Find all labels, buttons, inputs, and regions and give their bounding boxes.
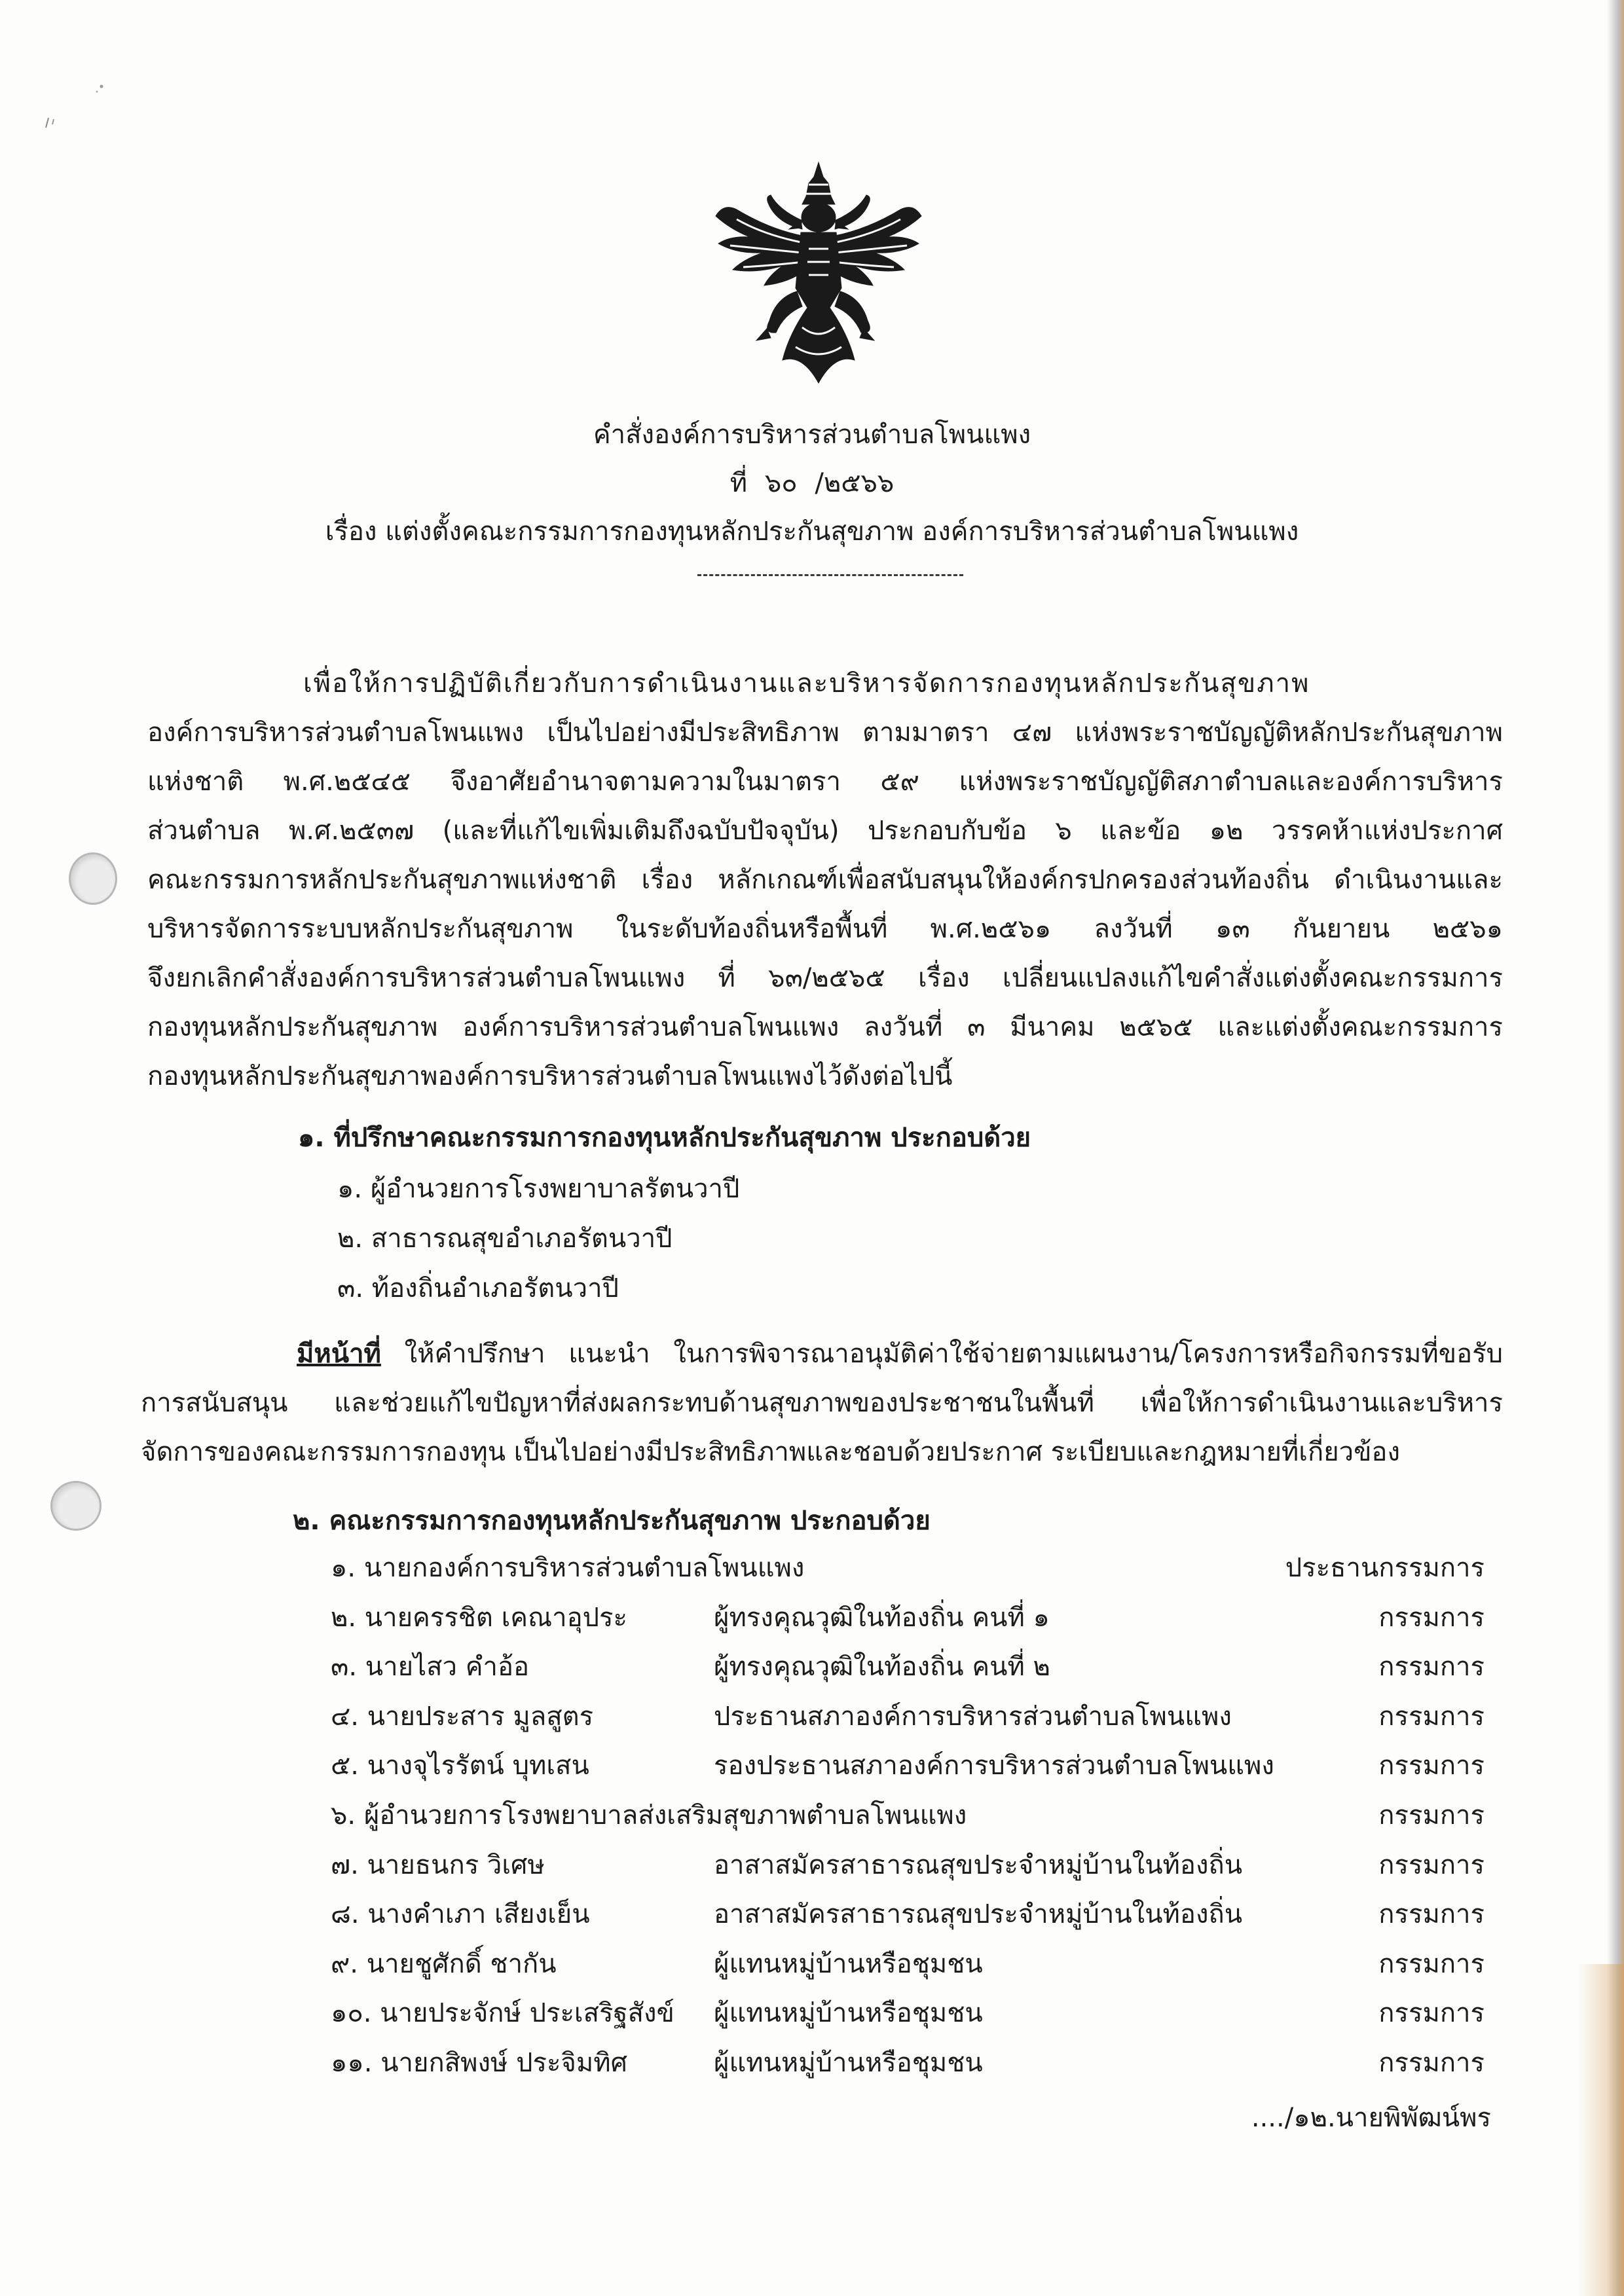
duty-line: [141, 1330, 1503, 1379]
committee-member-row: [331, 1994, 1485, 2033]
member-position: ประธานกรรมการ: [1285, 1553, 1485, 1583]
member-role: รองประธานสภาองค์การบริหารส่วนตำบลโพนแพง: [714, 1751, 1274, 1781]
continuation-note: ..../๑๒.นายพิพัฒน์พร: [1251, 2103, 1491, 2133]
garuda-emblem-icon: [710, 157, 927, 393]
member-name: ๙. นายชูศักดิ์ ชากัน: [331, 1948, 557, 1979]
page-edge-shadow: [1607, 0, 1624, 2296]
preamble-line: กองทุนหลักประกันสุขภาพ องค์การบริหารส่วนตำบลโพนแพง ลงวันที่ ๓ มีนาคม ๒๕๖๕ และแต่งตั้งคณะกรรมการ: [147, 1012, 1503, 1042]
preamble-line: องค์การบริหารส่วนตำบลโพนแพง เป็นไปอย่างมีประสิทธิภาพ ตามมาตรา ๔๗ แห่งพระราชบัญญัติหลักประกันสุขภาพ: [147, 718, 1503, 748]
member-name: ๗. นายธนกร วิเศษ: [331, 1850, 545, 1880]
member-role: ผู้แทนหมู่บ้านหรือชุมชน: [714, 2048, 983, 2078]
committee-member-row: [331, 1548, 1485, 1588]
advisor-item: ๓. ท้องถิ่นอำเภอรัตนวาปี: [337, 1273, 619, 1303]
member-position: กรรมการ: [1378, 1948, 1485, 1979]
order-number: ที่ ๖๐ /๒๕๖๖: [729, 468, 895, 498]
member-name: ๒. นายครรชิต เคณาอุประ: [331, 1602, 627, 1633]
member-position: กรรมการ: [1378, 1701, 1485, 1732]
committee-member-row: [331, 1796, 1485, 1835]
preamble-line: แห่งชาติ พ.ศ.๒๕๔๕ จึงอาศัยอำนาจตามความในมาตรา ๕๙ แห่งพระราชบัญญัติสภาตำบลและองค์การบริหาร: [147, 767, 1503, 797]
preamble-line: กองทุนหลักประกันสุขภาพองค์การบริหารส่วนตำบลโพนแพงไว้ดังต่อไปนี้: [147, 1061, 953, 1091]
member-role: ผู้แทนหมู่บ้านหรือชุมชน: [714, 1948, 983, 1979]
member-role: ผู้ทรงคุณวุฒิในท้องถิ่น คนที่ ๒: [714, 1652, 1050, 1683]
member-position: กรรมการ: [1378, 1899, 1485, 1930]
committee-member-row: [331, 1846, 1485, 1885]
committee-member-row: [331, 1598, 1485, 1637]
preamble-line: ส่วนตำบล พ.ศ.๒๕๓๗ (และที่แก้ไขเพิ่มเติมถึงฉบับปัจจุบัน) ประกอบกับข้อ ๖ และข้อ ๑๒ วรรคห้าแห่งประกาศ: [147, 816, 1503, 846]
committee-member-row: [331, 1895, 1485, 1934]
punch-hole-bottom: [50, 1481, 101, 1531]
member-role: อาสาสมัครสาธารณสุขประจำหมู่บ้านในท้องถิ่น: [714, 1850, 1243, 1880]
member-position: กรรมการ: [1378, 1850, 1485, 1880]
committee-member-row: [331, 2043, 1485, 2083]
member-name: ๘. นางคำเภา เสียงเย็น: [331, 1899, 590, 1930]
preamble-line: จึงยกเลิกคำสั่งองค์การบริหารส่วนตำบลโพนแพง ที่ ๖๓/๒๕๖๕ เรื่อง เปลี่ยนแปลงแก้ไขคำสั่งแต่งตั้งคณะกรรมการ: [147, 963, 1503, 993]
duty-text: ให้คำปรึกษา แนะนำ ในการพิจารณาอนุมัติค่าใช้จ่ายตามแผนงาน/โครงการหรือกิจกรรมที่ขอรับ: [404, 1339, 1504, 1369]
committee-member-row: [331, 1697, 1485, 1736]
member-position: กรรมการ: [1378, 1998, 1485, 2029]
member-name: ๑๐. นายประจักษ์ ประเสริฐสังข์: [331, 1998, 674, 2029]
member-role: ประธานสภาองค์การบริหารส่วนตำบลโพนแพง: [714, 1701, 1232, 1732]
preamble-line: คณะกรรมการหลักประกันสุขภาพแห่งชาติ เรื่อง หลักเกณฑ์เพื่อสนับสนุนให้องค์กรปกครองส่วนท้องถิ่น ดำเนินงานและ: [147, 865, 1503, 895]
scan-specks: [39, 79, 118, 157]
member-name: ๑๑. นายกสิพงษ์ ประจิมทิศ: [331, 2048, 627, 2078]
member-role: อาสาสมัครสาธารณสุขประจำหมู่บ้านในท้องถิ่น: [714, 1899, 1243, 1930]
preamble-paragraph: [147, 659, 1503, 1101]
member-position: กรรมการ: [1378, 2048, 1485, 2078]
duty-line: จัดการของคณะกรรมการกองทุน เป็นไปอย่างมีประสิทธิภาพและชอบด้วยประกาศ ระเบียบและกฎหมายที่เกี่ยวข้อง: [141, 1437, 1400, 1467]
committee-member-row: [331, 1944, 1485, 1984]
member-role: ผู้ทรงคุณวุฒิในท้องถิ่น คนที่ ๑: [714, 1602, 1050, 1633]
member-name: ๖. ผู้อำนวยการโรงพยาบาลส่งเสริมสุขภาพตำบลโพนแพง: [331, 1800, 967, 1831]
advisor-item: ๑. ผู้อำนวยการโรงพยาบาลรัตนวาปี: [337, 1174, 740, 1204]
section2-heading: ๒. คณะกรรมการกองทุนหลักประกันสุขภาพ ประกอบด้วย: [293, 1506, 931, 1536]
member-position: กรรมการ: [1378, 1800, 1485, 1831]
member-name: ๑. นายกองค์การบริหารส่วนตำบลโพนแพง: [331, 1553, 805, 1583]
advisor-item: ๒. สาธารณสุขอำเภอรัตนวาปี: [337, 1224, 673, 1254]
preamble-line: บริหารจัดการระบบหลักประกันสุขภาพ ในระดับท้องถิ่นหรือพื้นที่ พ.ศ.๒๕๖๑ ลงวันที่ ๑๓ กันยายน ๒๕๖๑: [147, 914, 1503, 944]
order-title: คำสั่งองค์การบริหารส่วนตำบลโพนแพง: [593, 420, 1031, 450]
member-name: ๕. นางจุไรรัตน์ บุทเสน: [331, 1751, 589, 1781]
duty-line: การสนับสนุน และช่วยแก้ไขปัญหาที่ส่งผลกระทบด้านสุขภาพของประชาชนในพื้นที่ เพื่อให้การดำเนินงานและบริหาร: [141, 1388, 1503, 1418]
preamble-line: เพื่อให้การปฏิบัติเกี่ยวกับการดำเนินงานและบริหารจัดการกองทุนหลักประกันสุขภาพ: [303, 668, 1310, 699]
duty-paragraph: [141, 1330, 1503, 1477]
page-edge-stain: [1578, 1964, 1624, 2296]
duty-label: มีหน้าที่: [297, 1339, 381, 1369]
committee-member-row: [331, 1647, 1485, 1686]
member-role: ผู้แทนหมู่บ้านหรือชุมชน: [714, 1998, 983, 2029]
member-name: ๔. นายประสาร มูลสูตร: [331, 1701, 594, 1732]
member-position: กรรมการ: [1378, 1652, 1485, 1683]
committee-member-row: [331, 1746, 1485, 1785]
member-name: ๓. นายไสว คำอ้อ: [331, 1652, 529, 1683]
member-position: กรรมการ: [1378, 1751, 1485, 1781]
title-divider: [697, 574, 963, 576]
punch-hole-top: [69, 852, 117, 905]
member-position: กรรมการ: [1378, 1602, 1485, 1633]
section1-heading: ๑. ที่ปรึกษาคณะกรรมการกองทุนหลักประกันสุขภาพ ประกอบด้วย: [298, 1123, 1031, 1153]
order-subject: เรื่อง แต่งตั้งคณะกรรมการกองทุนหลักประกันสุขภาพ องค์การบริหารส่วนตำบลโพนแพง: [325, 517, 1299, 547]
